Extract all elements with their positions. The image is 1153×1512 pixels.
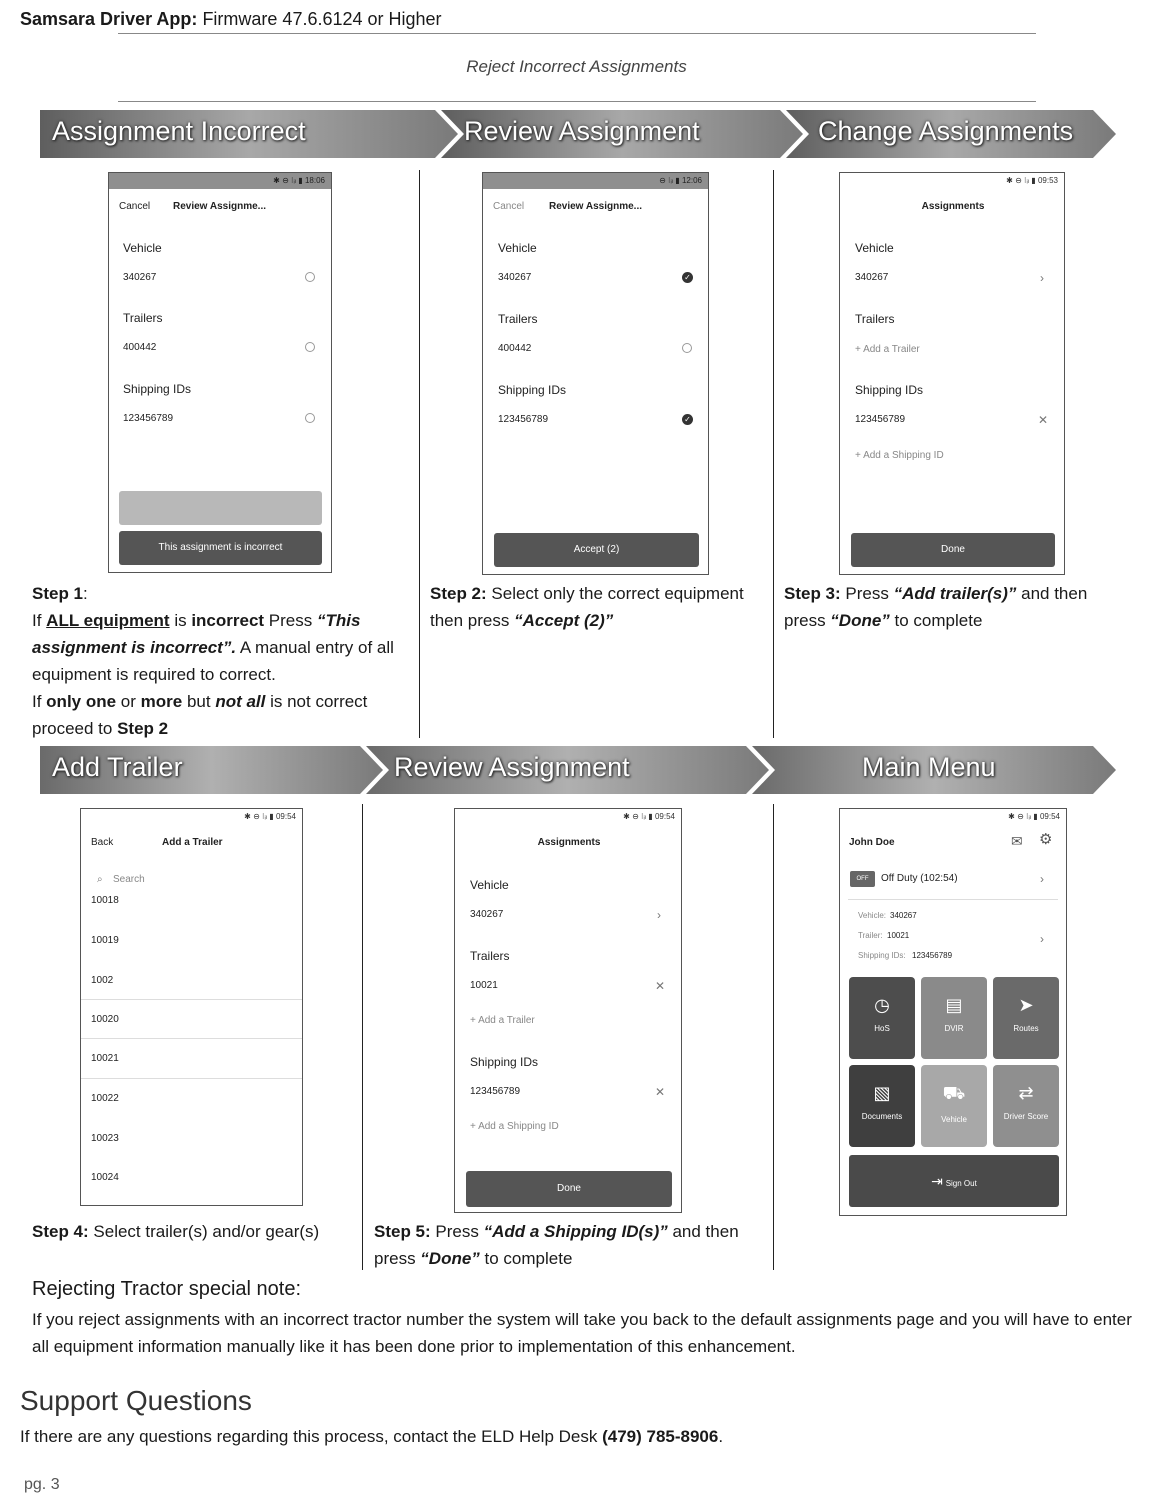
vehicle-label: Vehicle: xyxy=(858,911,887,920)
search-input[interactable]: Search xyxy=(113,874,145,885)
done-button[interactable]: Done xyxy=(466,1171,672,1207)
vehicle-value[interactable]: 340267 xyxy=(855,272,889,283)
tile-documents[interactable]: ▧ Documents xyxy=(849,1065,915,1147)
tile-hos[interactable]: ◷ HoS xyxy=(849,977,915,1059)
exchange-icon: ⇄ xyxy=(1018,1083,1034,1103)
chevron-right-icon[interactable]: › xyxy=(1040,271,1044,285)
status-bar: ⊖ ⁝ᵢₗ ▮ 12:06 xyxy=(483,173,708,189)
list-item[interactable]: 10023 xyxy=(91,1133,119,1144)
firmware-version: Firmware 47.6.6124 or Higher xyxy=(202,9,442,29)
remove-x-icon[interactable]: ✕ xyxy=(655,1085,666,1099)
clipboard-icon: ▤ xyxy=(945,995,963,1015)
vehicle-label: Vehicle xyxy=(498,241,537,255)
banner-add-trailer: Add Trailer xyxy=(52,752,183,782)
special-note-heading: Rejecting Tractor special note: xyxy=(32,1278,302,1300)
vehicle-value[interactable]: 340267 xyxy=(470,909,504,920)
status-bar: ✱ ⊖ ⁝ᵢₗ ▮ 09:53 xyxy=(1006,176,1058,185)
column-divider xyxy=(773,170,774,738)
cancel-button[interactable]: Cancel xyxy=(119,201,151,212)
list-item[interactable]: 10024 xyxy=(91,1172,119,1183)
divider xyxy=(81,999,302,1000)
document-icon: ▧ xyxy=(873,1083,891,1103)
list-item[interactable]: 10019 xyxy=(91,935,119,946)
divider xyxy=(81,1038,302,1039)
shipping-label: Shipping IDs xyxy=(498,383,567,397)
navigation-arrow-icon: ➤ xyxy=(1018,995,1034,1015)
trailer-radio[interactable] xyxy=(682,343,692,353)
search-icon: ⌕ xyxy=(97,874,103,885)
trailer-radio[interactable] xyxy=(305,342,315,352)
shipping-radio[interactable] xyxy=(305,413,315,423)
screen-review-assignment xyxy=(482,172,709,575)
done-button[interactable]: Done xyxy=(851,533,1055,567)
chevron-right-icon[interactable]: › xyxy=(657,908,661,922)
add-trailer-link[interactable]: + Add a Trailer xyxy=(855,344,920,355)
process-banner-top xyxy=(40,110,1116,158)
sign-out-icon: ⇥ xyxy=(931,1173,943,1189)
vehicle-radio[interactable] xyxy=(305,272,315,282)
step1-caption: Step 1: If ALL equipment is incorrect Press “This assignment is incorrect”. A manual entry of all equipment is required to correct. If only one or more but not all is not correct proceed to Step 2 xyxy=(32,584,394,738)
divider xyxy=(848,899,1058,900)
divider xyxy=(81,1078,302,1079)
shipping-check-icon[interactable]: ✓ xyxy=(682,414,693,425)
trailers-label: Trailers xyxy=(470,949,510,963)
column-divider xyxy=(362,804,363,1270)
disabled-accept-button xyxy=(119,491,322,525)
gear-icon[interactable]: ⚙ xyxy=(1039,831,1053,848)
banner-review-assignment: Review Assignment xyxy=(464,116,700,146)
shipping-label: Shipping IDs xyxy=(470,1055,539,1069)
shipping-value: 123456789 xyxy=(912,951,953,960)
add-shipping-link[interactable]: + Add a Shipping ID xyxy=(470,1121,559,1132)
screen-title: Add a Trailer xyxy=(162,837,223,848)
sign-out-button[interactable]: ⇥ Sign Out xyxy=(849,1155,1059,1207)
banner-assignment-incorrect: Assignment Incorrect xyxy=(52,116,306,146)
trailer-label: Trailer: xyxy=(858,931,883,940)
doc-header xyxy=(20,9,442,30)
list-item[interactable]: 10018 xyxy=(91,895,119,903)
screen-change-assignments xyxy=(839,172,1065,575)
add-trailer-link[interactable]: + Add a Trailer xyxy=(470,1015,535,1026)
trailer-value: 10021 xyxy=(470,980,498,991)
support-text: If there are any questions regarding this process, contact the ELD Help Desk (479) 785-8906. xyxy=(20,1427,724,1446)
duty-status-badge: OFF xyxy=(850,871,875,887)
screen-review-assignment-2 xyxy=(454,808,682,1213)
status-bar: ✱ ⊖ ⁝ᵢₗ ▮ 09:54 xyxy=(244,812,296,821)
mail-icon[interactable]: ✉ xyxy=(1011,833,1023,849)
list-item[interactable]: 1002 xyxy=(91,975,114,986)
doc-subtitle: Reject Incorrect Assignments xyxy=(466,57,687,76)
duty-status[interactable]: Off Duty (102:54) xyxy=(881,873,958,884)
remove-x-icon[interactable]: ✕ xyxy=(655,979,666,993)
user-name: John Doe xyxy=(849,837,895,848)
page-number: pg. 3 xyxy=(24,1476,60,1493)
banner-change-assignments: Change Assignments xyxy=(818,116,1074,146)
vehicle-label: Vehicle xyxy=(855,241,894,255)
clock-icon: ◷ xyxy=(874,995,890,1015)
truck-icon: ⛟ xyxy=(942,1083,966,1103)
status-bar: ✱ ⊖ ⁝ᵢₗ ▮ 18:06 xyxy=(109,173,331,189)
special-note-text: If you reject assignments with an incorrect tractor number the system will take you back to the default assignments page and you will have to enter all equipment information manually like it has been done prior to implementation of this enhancement. xyxy=(32,1310,1132,1356)
tile-driver-score[interactable]: ⇄ Driver Score xyxy=(993,1065,1059,1147)
shipping-label: Shipping IDs xyxy=(123,382,192,396)
screen-title: Review Assignme... xyxy=(549,201,642,212)
step2-caption: Step 2: Select only the correct equipment then press “Accept (2)” xyxy=(430,584,744,630)
support-heading: Support Questions xyxy=(20,1385,252,1416)
vehicle-value: 340267 xyxy=(890,911,917,920)
vehicle-value: 340267 xyxy=(498,272,532,283)
status-bar: ✱ ⊖ ⁝ᵢₗ ▮ 09:54 xyxy=(1008,812,1060,821)
tile-vehicle[interactable]: ⛟ Vehicle xyxy=(921,1065,987,1147)
shipping-value: 123456789 xyxy=(498,414,549,425)
banner-review-assignment: Review Assignment xyxy=(394,752,630,782)
product-name: Samsara Driver App: xyxy=(20,9,198,29)
trailer-value: 10021 xyxy=(887,931,910,940)
subtitle-rule xyxy=(118,101,1036,102)
trailers-label: Trailers xyxy=(855,312,895,326)
list-item[interactable]: 10020 xyxy=(91,1014,119,1025)
trailer-value: 400442 xyxy=(498,343,532,354)
column-divider xyxy=(419,170,420,738)
shipping-value: 123456789 xyxy=(855,414,906,425)
trailers-label: Trailers xyxy=(498,312,538,326)
screen-add-trailer xyxy=(80,808,303,1206)
screen-title: Assignments xyxy=(537,837,601,848)
trailers-label: Trailers xyxy=(123,311,163,325)
shipping-label: Shipping IDs xyxy=(855,383,924,397)
list-item[interactable]: 10022 xyxy=(91,1093,119,1104)
column-divider xyxy=(773,804,774,1270)
vehicle-check-icon[interactable]: ✓ xyxy=(682,272,693,283)
tile-routes[interactable]: ➤ Routes xyxy=(993,977,1059,1059)
add-shipping-link[interactable]: + Add a Shipping ID xyxy=(855,450,944,461)
shipping-value: 123456789 xyxy=(123,413,174,424)
screen-main-menu xyxy=(839,808,1067,1216)
tile-dvir[interactable]: ▤ DVIR xyxy=(921,977,987,1059)
screen-title: Assignments xyxy=(921,201,985,212)
process-banner-bottom xyxy=(40,746,1116,794)
chevron-right-icon[interactable]: › xyxy=(1040,872,1044,886)
cancel-button[interactable]: Cancel xyxy=(493,201,525,212)
screen-title: Review Assignme... xyxy=(173,201,266,212)
step3-caption: Step 3: Press “Add trailer(s)” and then press “Done” to complete xyxy=(784,584,1088,630)
list-item[interactable]: 10021 xyxy=(91,1053,119,1064)
status-bar: ✱ ⊖ ⁝ᵢₗ ▮ 09:54 xyxy=(623,812,675,821)
vehicle-label: Vehicle xyxy=(470,878,509,892)
vehicle-value: 340267 xyxy=(123,272,157,283)
help-desk-phone: (479) 785-8906 xyxy=(602,1427,719,1446)
back-button[interactable]: Back xyxy=(91,837,114,848)
vehicle-label: Vehicle xyxy=(123,241,162,255)
banner-main-menu: Main Menu xyxy=(862,752,996,782)
assignment-incorrect-button[interactable]: This assignment is incorrect xyxy=(119,531,322,565)
step4-caption: Step 4: Select trailer(s) and/or gear(s) xyxy=(32,1222,320,1241)
shipping-value: 123456789 xyxy=(470,1086,521,1097)
accept-button[interactable]: Accept (2) xyxy=(494,533,699,567)
trailer-value: 400442 xyxy=(123,342,157,353)
step5-caption: Step 5: Press “Add a Shipping ID(s)” and then press “Done” to complete xyxy=(374,1222,739,1268)
shipping-label: Shipping IDs: xyxy=(858,951,906,960)
screen-assignment-incorrect xyxy=(108,172,332,573)
header-rule xyxy=(118,33,1036,34)
chevron-right-icon[interactable]: › xyxy=(1040,932,1044,946)
remove-x-icon[interactable]: ✕ xyxy=(1038,413,1049,427)
